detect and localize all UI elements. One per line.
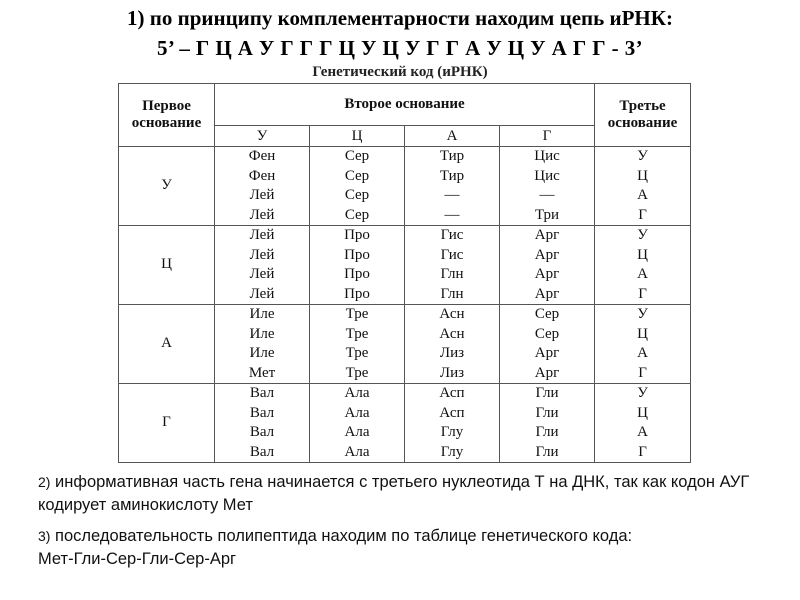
amino-acid-cell <box>310 226 405 305</box>
amino-acid: Сер <box>344 167 370 184</box>
paragraph-2-number: 2) <box>38 474 51 490</box>
paragraph-2-text: информативная часть гена начинается с третьего нуклеотида Т на ДНК, так как кодон АУГ кодирует аминокислоту Мет <box>38 473 750 514</box>
amino-acid: Лей <box>249 266 275 282</box>
amino-acid: Глн <box>440 285 464 302</box>
amino-acid: Тир <box>439 148 465 164</box>
paragraph-3 <box>38 525 778 571</box>
amino-acid-cell <box>215 226 310 305</box>
amino-acid: Сер <box>344 206 370 223</box>
amino-acid-cell <box>310 384 405 463</box>
heading-mrna-sequence: 5’ – Г Ц А У Г Г Г Ц У Ц У Г Г А У Ц У А Г Г - 3’ <box>156 36 644 60</box>
amino-acid: Иле <box>249 345 275 361</box>
amino-acid-cell <box>405 305 500 384</box>
amino-acid: Гли <box>535 385 559 401</box>
amino-acid-cell <box>405 147 500 226</box>
second-base-u: У <box>215 126 310 147</box>
amino-acid: Вал <box>249 424 275 440</box>
amino-acid: Тре <box>345 306 369 322</box>
paragraph-2 <box>38 471 778 517</box>
amino-acid: Тре <box>345 325 369 342</box>
amino-acid: Тре <box>345 345 369 361</box>
third-base-cell <box>595 384 691 463</box>
amino-acid: Про <box>344 227 370 243</box>
amino-acid-cell <box>405 226 500 305</box>
first-base-cell: А <box>119 305 215 384</box>
paragraph-3-number: 3) <box>38 528 51 544</box>
amino-acid: Гли <box>535 424 559 440</box>
third-base: У <box>637 148 648 164</box>
amino-acid-cell <box>500 226 595 305</box>
amino-acid: Ала <box>344 424 370 440</box>
amino-acid: Арг <box>534 246 560 263</box>
first-base-cell: У <box>119 147 215 226</box>
amino-acid-cell <box>215 305 310 384</box>
amino-acid-cell <box>310 147 405 226</box>
amino-acid: Гли <box>535 404 559 421</box>
header-first-base: Первое основание <box>119 84 215 147</box>
amino-acid: Арг <box>534 345 560 361</box>
codon-group-row <box>119 147 691 226</box>
amino-acid: Асп <box>439 404 465 421</box>
amino-acid: Вал <box>249 404 275 421</box>
amino-acid: Асп <box>439 385 465 401</box>
amino-acid: Лей <box>249 187 275 203</box>
amino-acid: Тре <box>345 364 369 381</box>
amino-acid-cell <box>500 147 595 226</box>
amino-acid: Ала <box>344 385 370 401</box>
second-base-a: А <box>405 126 500 147</box>
third-base-cell <box>595 226 691 305</box>
amino-acid: Сер <box>534 325 560 342</box>
amino-acid: — <box>444 187 460 203</box>
amino-acid: Глу <box>440 443 464 460</box>
paragraph-3-text: последовательность полипептида находим по таблице генетического кода: <box>50 527 633 545</box>
amino-acid: Арг <box>534 285 560 302</box>
amino-acid: — <box>539 187 555 203</box>
third-base: Ц <box>637 246 648 263</box>
amino-acid: Лиз <box>439 345 465 361</box>
amino-acid: Вал <box>249 443 275 460</box>
third-base: Ц <box>637 325 648 342</box>
amino-acid: Цис <box>534 148 560 164</box>
amino-acid: Глн <box>440 266 464 282</box>
heading-line-1: 1) по принципу комплементарности находим цепь иРНК: <box>127 6 673 30</box>
third-base-cell <box>595 147 691 226</box>
third-base: У <box>637 385 648 401</box>
amino-acid-cell <box>500 305 595 384</box>
table-caption: Генетический код (иРНК) <box>312 64 488 80</box>
third-base: У <box>637 306 648 322</box>
second-base-g: Г <box>500 126 595 147</box>
amino-acid: Фен <box>248 148 276 164</box>
amino-acid: Лей <box>249 227 275 243</box>
first-base-cell: Ц <box>119 226 215 305</box>
amino-acid: Три <box>534 206 560 223</box>
amino-acid: Сер <box>534 306 560 322</box>
third-base: Г <box>638 206 647 223</box>
amino-acid: Вал <box>249 385 275 401</box>
amino-acid: Цис <box>534 167 560 184</box>
amino-acid: Сер <box>344 187 370 203</box>
amino-acid-cell <box>405 384 500 463</box>
amino-acid: Гис <box>440 227 464 243</box>
amino-acid: Арг <box>534 364 560 381</box>
third-base: Г <box>638 364 647 381</box>
amino-acid-cell <box>500 384 595 463</box>
third-base: Ц <box>637 167 648 184</box>
amino-acid: Иле <box>249 306 275 322</box>
amino-acid: Гис <box>440 246 464 263</box>
amino-acid: Лиз <box>439 364 465 381</box>
amino-acid: Про <box>344 266 370 282</box>
first-base-cell: Г <box>119 384 215 463</box>
amino-acid: Глу <box>440 424 464 440</box>
amino-acid: Иле <box>249 325 275 342</box>
codon-group-row <box>119 226 691 305</box>
codon-group-row <box>119 384 691 463</box>
amino-acid: — <box>444 206 460 223</box>
amino-acid-cell <box>310 305 405 384</box>
amino-acid: Ала <box>344 443 370 460</box>
third-base: А <box>637 345 648 361</box>
codon-group-row <box>119 305 691 384</box>
amino-acid: Ала <box>344 404 370 421</box>
amino-acid: Мет <box>248 364 276 381</box>
amino-acid: Фен <box>248 167 276 184</box>
third-base: Г <box>638 443 647 460</box>
header-second-base: Второе основание <box>215 84 595 126</box>
amino-acid: Асн <box>439 306 465 322</box>
polypeptide-answer: Мет-Гли-Сер-Гли-Сер-Арг <box>38 550 237 568</box>
amino-acid: Гли <box>535 443 559 460</box>
amino-acid: Арг <box>534 227 560 243</box>
amino-acid: Про <box>344 285 370 302</box>
genetic-code-table <box>118 83 691 463</box>
third-base: А <box>637 266 648 282</box>
third-base: А <box>637 187 648 203</box>
second-base-c: Ц <box>310 126 405 147</box>
third-base: А <box>637 424 648 440</box>
third-base: Ц <box>637 404 648 421</box>
amino-acid: Арг <box>534 266 560 282</box>
amino-acid: Сер <box>344 148 370 164</box>
amino-acid: Тир <box>439 167 465 184</box>
amino-acid: Лей <box>249 285 275 302</box>
amino-acid: Асн <box>439 325 465 342</box>
amino-acid: Лей <box>249 246 275 263</box>
third-base-cell <box>595 305 691 384</box>
header-third-base: Третье основание <box>595 84 691 147</box>
third-base: У <box>637 227 648 243</box>
amino-acid-cell <box>215 147 310 226</box>
third-base: Г <box>638 285 647 302</box>
amino-acid: Про <box>344 246 370 263</box>
amino-acid: Лей <box>249 206 275 223</box>
amino-acid-cell <box>215 384 310 463</box>
